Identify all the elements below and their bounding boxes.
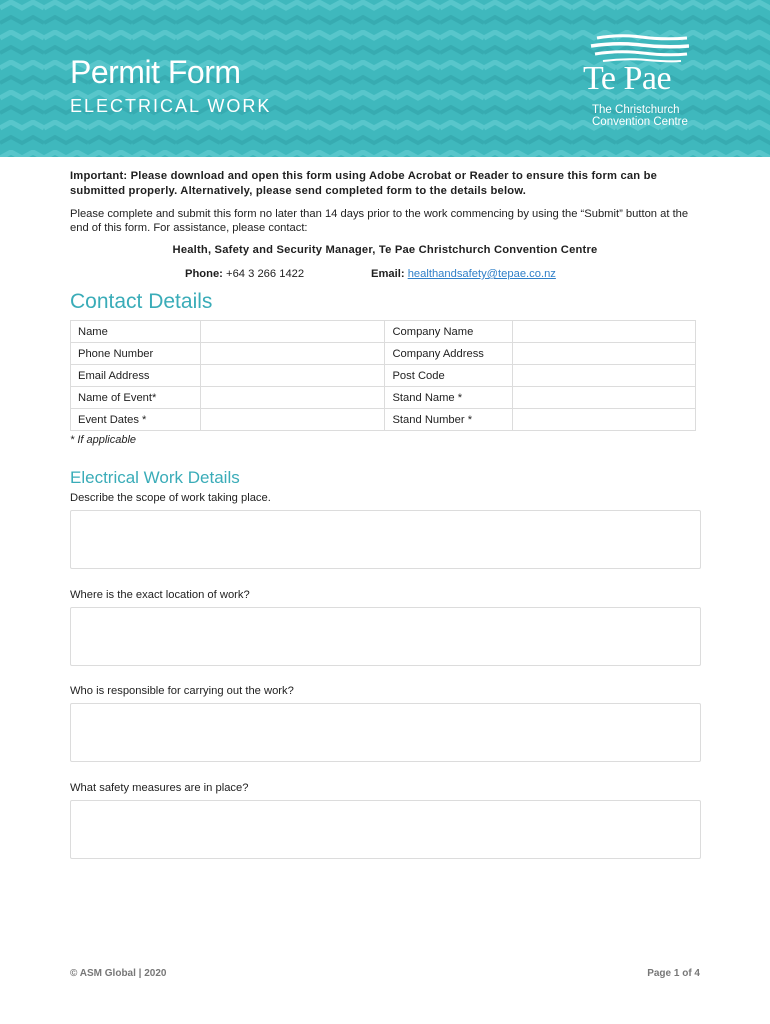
- event-name-input[interactable]: [200, 387, 385, 409]
- field-label: Post Code: [385, 365, 513, 387]
- contact-details-title: Contact Details: [70, 290, 213, 313]
- question-label-responsible: Who is responsible for carrying out the work?: [70, 685, 294, 697]
- phone-value: +64 3 266 1422: [226, 268, 305, 280]
- question-label-scope: Describe the scope of work taking place.: [70, 492, 271, 504]
- question-label-location: Where is the exact location of work?: [70, 589, 250, 601]
- field-label: Company Address: [385, 343, 513, 365]
- field-label: Name: [71, 321, 201, 343]
- phone-line: [185, 268, 304, 280]
- field-label: Company Name: [385, 321, 513, 343]
- applicable-note: * If applicable: [70, 434, 137, 446]
- instructions-text: Please complete and submit this form no later than 14 days prior to the work commencing by using the “Submit” button at the end of this form. For assistance, please contact:: [70, 208, 689, 234]
- field-label: Stand Name *: [385, 387, 513, 409]
- logo-name: Te Pae: [583, 60, 672, 97]
- question-label-safety: What safety measures are in place?: [70, 782, 249, 794]
- name-input[interactable]: [200, 321, 385, 343]
- post-code-input[interactable]: [513, 365, 696, 387]
- event-dates-input[interactable]: [200, 409, 385, 431]
- phone-number-input[interactable]: [200, 343, 385, 365]
- email-link[interactable]: healthandsafety@tepae.co.nz: [407, 268, 556, 280]
- table-row: [71, 321, 696, 343]
- stand-number-input[interactable]: [513, 409, 696, 431]
- field-label: Phone Number: [71, 343, 201, 365]
- email-address-input[interactable]: [200, 365, 385, 387]
- field-label: Name of Event*: [71, 387, 201, 409]
- field-label: Email Address: [71, 365, 201, 387]
- scope-of-work-textarea[interactable]: [70, 510, 701, 569]
- location-textarea[interactable]: [70, 607, 701, 666]
- stand-name-input[interactable]: [513, 387, 696, 409]
- responsible-textarea[interactable]: [70, 703, 701, 762]
- table-row: [71, 409, 696, 431]
- company-address-input[interactable]: [513, 343, 696, 365]
- te-pae-logo: [583, 34, 703, 134]
- table-row: [71, 343, 696, 365]
- logo-line-1: The Christchurch: [592, 104, 680, 116]
- footer-copyright: © ASM Global | 2020: [70, 968, 167, 979]
- page-subtitle: ELECTRICAL WORK: [70, 96, 272, 116]
- field-label: Event Dates *: [71, 409, 201, 431]
- page-title: Permit Form: [70, 54, 241, 90]
- table-row: [71, 365, 696, 387]
- contact-person-heading: Health, Safety and Security Manager, Te Pae Christchurch Convention Centre: [172, 244, 598, 256]
- logo-line-2: Convention Centre: [592, 116, 688, 128]
- table-row: [71, 387, 696, 409]
- contact-details-table: [70, 320, 696, 431]
- phone-label: Phone:: [185, 268, 223, 280]
- footer-page-number: Page 1 of 4: [647, 968, 700, 979]
- electrical-work-title: Electrical Work Details: [70, 468, 240, 487]
- field-label: Stand Number *: [385, 409, 513, 431]
- email-label: Email:: [371, 268, 405, 280]
- company-name-input[interactable]: [513, 321, 696, 343]
- header-banner: [0, 0, 770, 157]
- email-line: [371, 268, 556, 280]
- safety-measures-textarea[interactable]: [70, 800, 701, 859]
- important-notice: Important: Please download and open this form using Adobe Acrobat or Reader to ensure this form can be submitted properly. Alternatively, please send completed form to the details below.: [70, 170, 658, 197]
